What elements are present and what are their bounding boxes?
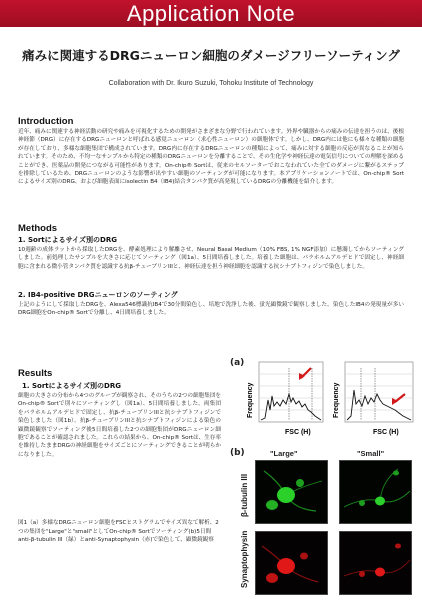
introduction-heading: Introduction (18, 116, 74, 127)
figure-caption: 図1（a）多様なDRGニューロン細胞をFSCヒストグラムでサイズ異なて解析、2つの集団を"Large"と"small"としてOn-chip® Sortでソーティング(b)5日間anti-β-tubulin III（緑）とanti-Synaptophysin（赤)で染色して、顕微鏡観察 (18, 520, 219, 544)
micrograph-large-synaptophysin (255, 531, 328, 595)
methods-text-2: 上記のようにして採取したDRGを、Alexa546標識抗IB4で30分間染色し、培地で洗浄した後、蛍光顕微鏡で観察しました。染色したIB4の発現量が多いDRG細胞をOn-chip® Sortで分離し、4日間培養しました。 (18, 302, 404, 317)
results-heading: Results (18, 368, 53, 379)
micrograph-small-tubulin (339, 460, 412, 524)
row-label-tubulin: β-tubulin III (240, 473, 249, 517)
fsc-histograms (241, 360, 417, 442)
micrograph-small-synaptophysin (339, 531, 412, 595)
document-title: 痛みに関連するDRGニューロン細胞のダメージフリーソーティング (22, 48, 400, 63)
y-axis-label-left: Frequency (247, 382, 254, 418)
panel-b-label: (b) (230, 448, 245, 458)
x-axis-label-right: FSC (H) (373, 429, 399, 436)
introduction-text: 近年、痛みに関連する神経活動の研究や痛みを可視化するための開発がさまざまな分野で行われています。外界や臓器からの痛みの伝達を担うのは、後根神経節（DRG）に存在するDRGニューロンと呼ばれる感覚ニューロン（求心性ニューロン）の細胞体です。しかし、DRG内には他にも様々な種類の細胞が存在しており、多様な細胞集団で構成されています。DRG内に存在するDRGニューロンの種類によって、痛みに対する細胞の反応が異なることが知られています。そのため、不均一なサンプルから特定の種類のDRGニューロンを分離することで、その生化学や神経伝達の電気信号についての理解を深めることができ、医薬品の開発につながる可能性があります。On-chip® Sortは、従来のセルソーターでおこなわれていた全てのダメージに繋がるステップを排除しているため、DRGニューロンのような影響が出やすい細胞のソーティングが可能になります。本アプリケーションノートでは、On-chip® Sortによるサイズ別のDRG、および細胞表面にisolectin B4（IB4)結合タンパク質が高発現しているDRGの分離機能を紹介します。 (18, 129, 404, 186)
methods-text-1: 10週齢の成体ラットから採取したDRGを、酵素処理により解離させ、Neural Basal Medium（10% FBS, 1% NGF添加）に懸濁してからソーティングしました。前処理したサンプルを大きさに応じてソーティング（図1a）、5日間培養しました。培養した細胞は、パラホルムアルデヒドで固定し、神経細胞に含まれる微小管タンパク質を認識する抗β-チューブリンIIIと、神経伝達を担う神経細胞を認識する抗シナプトフィジンで染色しました。 (18, 247, 404, 270)
column-label-small: "Small" (357, 449, 385, 458)
y-axis-label-right: Frequency (333, 382, 340, 418)
column-label-large: "Large" (270, 449, 298, 458)
row-label-synaptophysin: Synaptophysin (240, 530, 249, 588)
x-axis-label-left: FSC (H) (285, 429, 311, 436)
methods-subheading-1: 1. Sortによるサイズ別のDRG (18, 236, 118, 244)
methods-subheading-2: 2. IB4-positive DRGニューロンのソーティング (18, 291, 178, 299)
histogram-left (259, 362, 323, 422)
histogram-right (345, 362, 413, 422)
results-subheading-1: 1. Sortによるサイズ別のDRG (22, 382, 122, 390)
collaboration-line: Collaboration with Dr. Ikuro Suzuki, Tohoku Institute of Technology (108, 80, 314, 87)
methods-heading: Methods (18, 223, 58, 234)
results-text-1: 細胞の大きさの分布から4つのグループが観察され、そのうちの2つの細胞集団をOn-chip® Sortで別々にソーティングし（図1a）、5日間培養しました。両集団をパラホルムアルデヒドで固定し、抗β-チューブリンIIIと抗シナプトフィジンで染色しました（図1b）。抗β-チューブリンIIIと抗シナプトフィジンによる染色の顕微鏡観察でソーティング後5日間培養した2つの細胞集団がDRGニューロン細胞であることが確認されました。これらの結果から、On-chip® Sortは、生存率を維持したままDRGの神経細胞をサイズごとにソーティングできることが明らかになりました。 (18, 393, 221, 458)
page-banner: Application Note (0, 0, 422, 27)
micrograph-large-tubulin (255, 460, 328, 524)
panel-a-label: (a) (230, 358, 245, 368)
